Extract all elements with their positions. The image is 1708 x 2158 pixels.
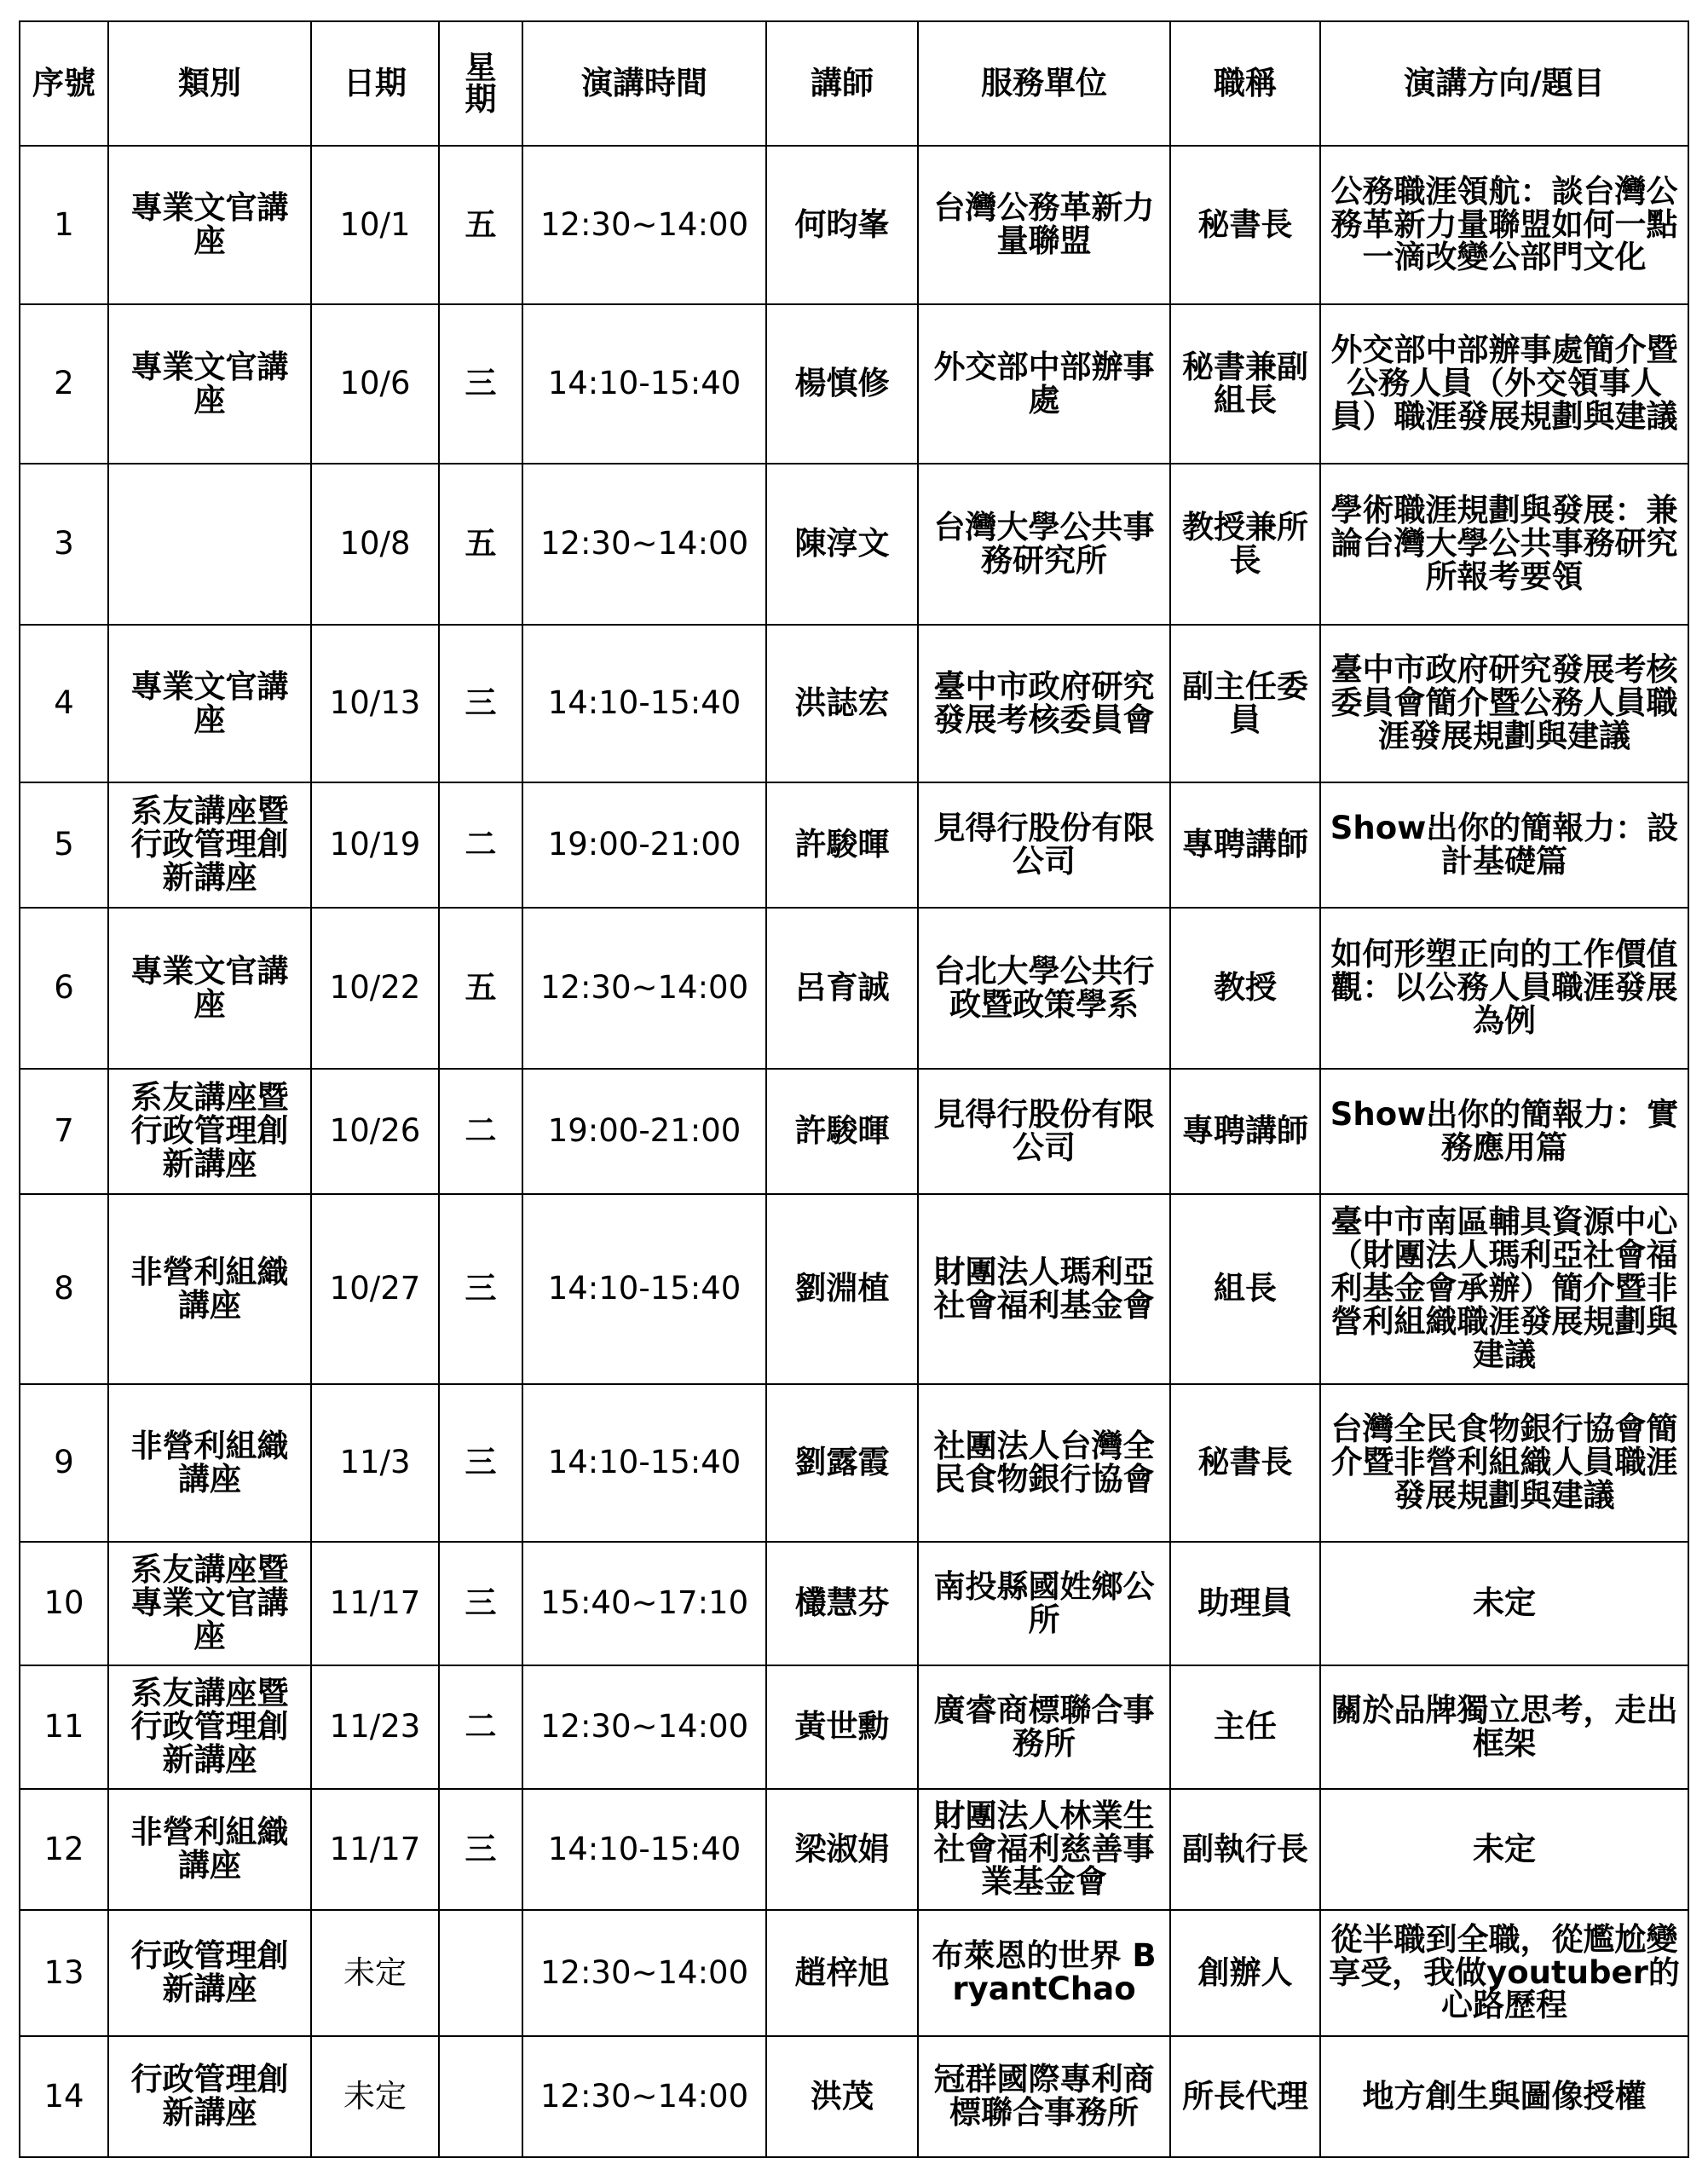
cell-unit: 財團法人瑪利亞社會福利基金會 bbox=[918, 1194, 1170, 1384]
cell-category: 系友講座暨行政管理創新講座 bbox=[108, 1069, 311, 1194]
header-weekday-char-1: 星 bbox=[465, 49, 497, 86]
cell-topic: 地方創生與圖像授權 bbox=[1320, 2036, 1688, 2157]
cell-category: 非營利組織講座 bbox=[108, 1384, 311, 1542]
cell-speaker: 許駿暉 bbox=[766, 1069, 918, 1194]
cell-unit: 財團法人林業生社會福利慈善事業基金會 bbox=[918, 1789, 1170, 1910]
cell-job-title: 組長 bbox=[1170, 1194, 1320, 1384]
cell-time: 19:00-21:00 bbox=[522, 1069, 766, 1194]
header-no: 序號 bbox=[20, 21, 108, 146]
cell-date: 10/8 bbox=[311, 464, 439, 625]
cell-job-title: 教授 bbox=[1170, 908, 1320, 1069]
cell-date: 10/26 bbox=[311, 1069, 439, 1194]
cell-unit: 冠群國際專利商標聯合事務所 bbox=[918, 2036, 1170, 2157]
cell-unit: 社團法人台灣全民食物銀行協會 bbox=[918, 1384, 1170, 1542]
cell-date: 11/17 bbox=[311, 1542, 439, 1665]
cell-time: 15:40~17:10 bbox=[522, 1542, 766, 1665]
cell-topic: 未定 bbox=[1320, 1542, 1688, 1665]
cell-speaker: 洪茂 bbox=[766, 2036, 918, 2157]
table-row bbox=[20, 1789, 1688, 1910]
cell-speaker: 黃世勳 bbox=[766, 1665, 918, 1789]
cell-unit: 南投縣國姓鄉公所 bbox=[918, 1542, 1170, 1665]
cell-category: 專業文官講座 bbox=[108, 304, 311, 464]
cell-unit: 台灣公務革新力量聯盟 bbox=[918, 146, 1170, 304]
cell-no: 9 bbox=[20, 1384, 108, 1542]
cell-time: 12:30~14:00 bbox=[522, 146, 766, 304]
cell-category: 行政管理創新講座 bbox=[108, 1910, 311, 2036]
cell-category: 專業文官講座 bbox=[108, 908, 311, 1069]
cell-speaker: 呂育誠 bbox=[766, 908, 918, 1069]
cell-topic: 從半職到全職，從尷尬變享受，我做youtuber的心路歷程 bbox=[1320, 1910, 1688, 2036]
cell-time: 12:30~14:00 bbox=[522, 1910, 766, 2036]
table-row bbox=[20, 1665, 1688, 1789]
cell-topic: 如何形塑正向的工作價值觀：以公務人員職涯發展為例 bbox=[1320, 908, 1688, 1069]
cell-speaker: 何昀峯 bbox=[766, 146, 918, 304]
cell-date: 10/19 bbox=[311, 782, 439, 908]
cell-job-title: 專聘講師 bbox=[1170, 782, 1320, 908]
cell-job-title: 秘書長 bbox=[1170, 146, 1320, 304]
cell-topic: 公務職涯領航：談台灣公務革新力量聯盟如何一點一滴改變公部門文化 bbox=[1320, 146, 1688, 304]
cell-category: 系友講座暨專業文官講座 bbox=[108, 1542, 311, 1665]
cell-no: 7 bbox=[20, 1069, 108, 1194]
cell-category: 非營利組織講座 bbox=[108, 1789, 311, 1910]
header-weekday-char-2: 期 bbox=[465, 81, 497, 118]
cell-unit: 廣睿商標聯合事務所 bbox=[918, 1665, 1170, 1789]
cell-time: 14:10-15:40 bbox=[522, 1384, 766, 1542]
table-row bbox=[20, 304, 1688, 464]
cell-no: 2 bbox=[20, 304, 108, 464]
cell-category: 專業文官講座 bbox=[108, 625, 311, 782]
cell-weekday: 五 bbox=[439, 464, 522, 625]
cell-time: 12:30~14:00 bbox=[522, 464, 766, 625]
cell-job-title: 副主任委員 bbox=[1170, 625, 1320, 782]
cell-topic: 關於品牌獨立思考，走出框架 bbox=[1320, 1665, 1688, 1789]
cell-speaker: 劉淵植 bbox=[766, 1194, 918, 1384]
cell-unit: 臺中市政府研究發展考核委員會 bbox=[918, 625, 1170, 782]
cell-unit: 見得行股份有限公司 bbox=[918, 1069, 1170, 1194]
header-job-title: 職稱 bbox=[1170, 21, 1320, 146]
table-row bbox=[20, 464, 1688, 625]
cell-time: 12:30~14:00 bbox=[522, 1665, 766, 1789]
cell-topic: 臺中市政府研究發展考核委員會簡介暨公務人員職涯發展規劃與建議 bbox=[1320, 625, 1688, 782]
cell-weekday: 二 bbox=[439, 1069, 522, 1194]
cell-time: 12:30~14:00 bbox=[522, 2036, 766, 2157]
header-time: 演講時間 bbox=[522, 21, 766, 146]
header-speaker: 講師 bbox=[766, 21, 918, 146]
cell-category: 系友講座暨行政管理創新講座 bbox=[108, 1665, 311, 1789]
table-row bbox=[20, 625, 1688, 782]
cell-unit: 見得行股份有限公司 bbox=[918, 782, 1170, 908]
cell-time: 14:10-15:40 bbox=[522, 1194, 766, 1384]
cell-date: 10/1 bbox=[311, 146, 439, 304]
cell-weekday: 五 bbox=[439, 908, 522, 1069]
table-row bbox=[20, 908, 1688, 1069]
cell-date: 未定 bbox=[311, 1910, 439, 2036]
cell-no: 4 bbox=[20, 625, 108, 782]
cell-unit: 台北大學公共行政暨政策學系 bbox=[918, 908, 1170, 1069]
cell-speaker: 許駿暉 bbox=[766, 782, 918, 908]
cell-date: 11/3 bbox=[311, 1384, 439, 1542]
table-row bbox=[20, 1194, 1688, 1384]
table-row bbox=[20, 782, 1688, 908]
cell-no: 14 bbox=[20, 2036, 108, 2157]
cell-time: 19:00-21:00 bbox=[522, 782, 766, 908]
cell-weekday: 二 bbox=[439, 782, 522, 908]
cell-category: 系友講座暨行政管理創新講座 bbox=[108, 782, 311, 908]
cell-no: 3 bbox=[20, 464, 108, 625]
cell-speaker: 趙梓旭 bbox=[766, 1910, 918, 2036]
header-weekday bbox=[439, 21, 522, 146]
cell-topic: 臺中市南區輔具資源中心（財團法人瑪利亞社會福利基金會承辦）簡介暨非營利組織職涯發展規劃與建議 bbox=[1320, 1194, 1688, 1384]
cell-speaker: 劉露霞 bbox=[766, 1384, 918, 1542]
cell-date: 10/6 bbox=[311, 304, 439, 464]
cell-no: 13 bbox=[20, 1910, 108, 2036]
cell-no: 6 bbox=[20, 908, 108, 1069]
cell-category: 非營利組織講座 bbox=[108, 1194, 311, 1384]
header-row bbox=[20, 21, 1688, 146]
cell-date: 10/22 bbox=[311, 908, 439, 1069]
cell-topic: Show出你的簡報力：實務應用篇 bbox=[1320, 1069, 1688, 1194]
cell-no: 8 bbox=[20, 1194, 108, 1384]
cell-unit: 台灣大學公共事務研究所 bbox=[918, 464, 1170, 625]
header-category: 類別 bbox=[108, 21, 311, 146]
cell-weekday bbox=[439, 2036, 522, 2157]
cell-topic: 學術職涯規劃與發展：兼論台灣大學公共事務研究所報考要領 bbox=[1320, 464, 1688, 625]
cell-topic: 台灣全民食物銀行協會簡介暨非營利組織人員職涯發展規劃與建議 bbox=[1320, 1384, 1688, 1542]
cell-job-title: 秘書長 bbox=[1170, 1384, 1320, 1542]
cell-category bbox=[108, 464, 311, 625]
cell-speaker: 楊慎修 bbox=[766, 304, 918, 464]
cell-job-title: 專聘講師 bbox=[1170, 1069, 1320, 1194]
cell-date: 11/17 bbox=[311, 1789, 439, 1910]
cell-job-title: 教授兼所長 bbox=[1170, 464, 1320, 625]
cell-topic: 外交部中部辦事處簡介暨公務人員（外交領事人員）職涯發展規劃與建議 bbox=[1320, 304, 1688, 464]
table-row bbox=[20, 1910, 1688, 2036]
cell-job-title: 創辦人 bbox=[1170, 1910, 1320, 2036]
cell-speaker: 梁淑娟 bbox=[766, 1789, 918, 1910]
cell-category: 專業文官講座 bbox=[108, 146, 311, 304]
cell-no: 12 bbox=[20, 1789, 108, 1910]
cell-time: 14:10-15:40 bbox=[522, 304, 766, 464]
cell-unit: 外交部中部辦事處 bbox=[918, 304, 1170, 464]
cell-date: 未定 bbox=[311, 2036, 439, 2157]
cell-job-title: 助理員 bbox=[1170, 1542, 1320, 1665]
table-row bbox=[20, 1069, 1688, 1194]
cell-job-title: 主任 bbox=[1170, 1665, 1320, 1789]
cell-time: 14:10-15:40 bbox=[522, 1789, 766, 1910]
cell-no: 1 bbox=[20, 146, 108, 304]
cell-time: 12:30~14:00 bbox=[522, 908, 766, 1069]
cell-weekday: 三 bbox=[439, 1542, 522, 1665]
cell-no: 11 bbox=[20, 1665, 108, 1789]
cell-weekday: 三 bbox=[439, 1384, 522, 1542]
cell-no: 5 bbox=[20, 782, 108, 908]
header-topic: 演講方向/題目 bbox=[1320, 21, 1688, 146]
table-row bbox=[20, 2036, 1688, 2157]
cell-speaker: 洪誌宏 bbox=[766, 625, 918, 782]
cell-weekday: 二 bbox=[439, 1665, 522, 1789]
header-date: 日期 bbox=[311, 21, 439, 146]
cell-date: 10/13 bbox=[311, 625, 439, 782]
table-row bbox=[20, 146, 1688, 304]
cell-weekday: 三 bbox=[439, 625, 522, 782]
lecture-schedule-table bbox=[19, 20, 1689, 2158]
cell-category: 行政管理創新講座 bbox=[108, 2036, 311, 2157]
cell-date: 10/27 bbox=[311, 1194, 439, 1384]
cell-no: 10 bbox=[20, 1542, 108, 1665]
cell-date: 11/23 bbox=[311, 1665, 439, 1789]
cell-topic: 未定 bbox=[1320, 1789, 1688, 1910]
cell-weekday: 五 bbox=[439, 146, 522, 304]
cell-weekday: 三 bbox=[439, 304, 522, 464]
table-row bbox=[20, 1542, 1688, 1665]
cell-job-title: 秘書兼副組長 bbox=[1170, 304, 1320, 464]
cell-speaker: 欉慧芬 bbox=[766, 1542, 918, 1665]
cell-weekday: 三 bbox=[439, 1789, 522, 1910]
header-unit: 服務單位 bbox=[918, 21, 1170, 146]
cell-speaker: 陳淳文 bbox=[766, 464, 918, 625]
cell-time: 14:10-15:40 bbox=[522, 625, 766, 782]
cell-job-title: 副執行長 bbox=[1170, 1789, 1320, 1910]
cell-job-title: 所長代理 bbox=[1170, 2036, 1320, 2157]
table-row bbox=[20, 1384, 1688, 1542]
cell-unit: 布萊恩的世界 BryantChao bbox=[918, 1910, 1170, 2036]
cell-weekday bbox=[439, 1910, 522, 2036]
cell-weekday: 三 bbox=[439, 1194, 522, 1384]
cell-topic: Show出你的簡報力：設計基礎篇 bbox=[1320, 782, 1688, 908]
